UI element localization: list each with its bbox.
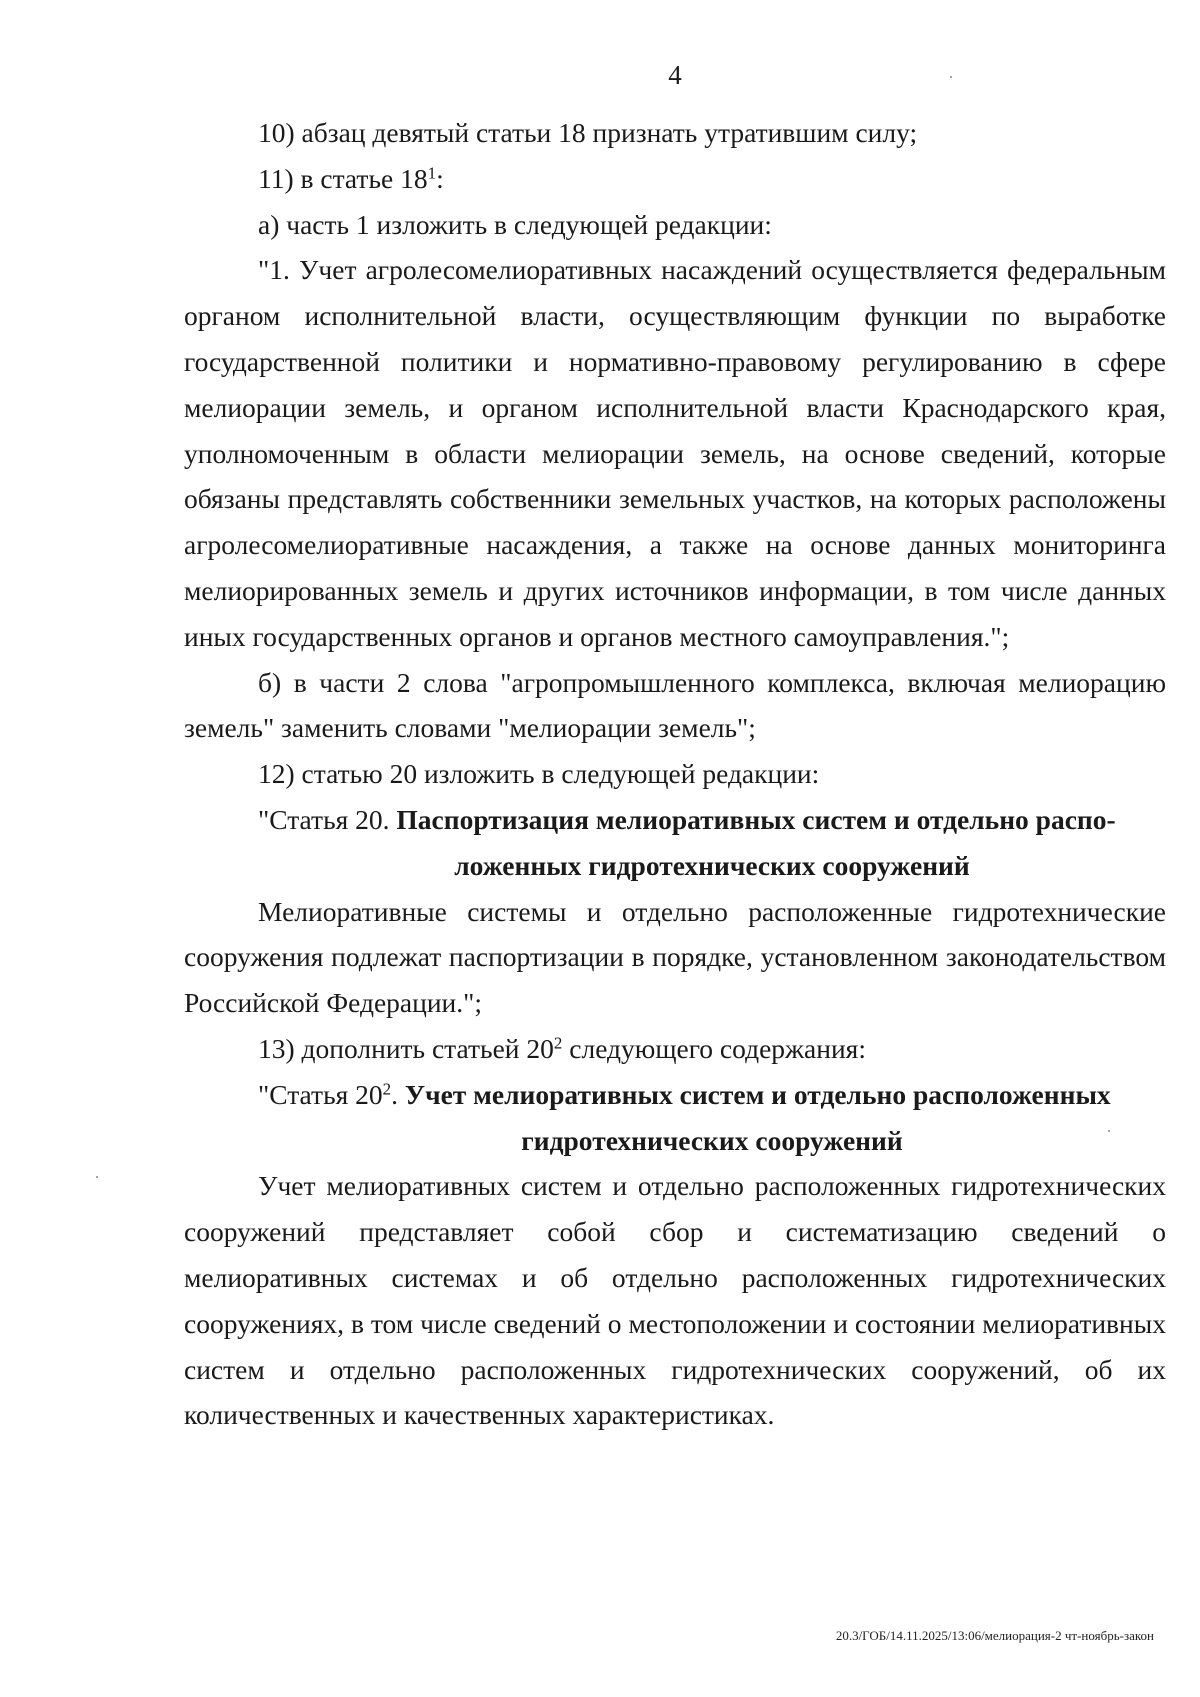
footer-file-reference: 20.3/ГОБ/14.11.2025/13:06/мелиорация-2 чт-ноябрь-закон: [835, 1628, 1154, 1643]
article-20-text: Мелиоративные системы и отдельно расположенные гидротехнические сооружения подлежат паспортизации в порядке, установленном законодательством Российской Федерации.";: [184, 895, 1166, 1019]
item-13-text: 13) дополнить статьей 20: [258, 1032, 554, 1064]
item-b: б) в части 2 слова "агропромышленного комплекса, включая мелиорацию земель" заменить словами "мелиорации земель";: [184, 666, 1166, 744]
document-body: [184, 110, 1166, 1438]
item-13: [184, 1026, 1166, 1072]
article-20-prefix: "Статья 20.: [258, 803, 397, 835]
item-11: [184, 156, 1166, 202]
item-11-colon: :: [436, 162, 444, 194]
article-20-title-line2: ложенных гидротехнических сооружений: [454, 849, 970, 881]
article-20-2-dot: .: [391, 1078, 405, 1110]
scan-speck: [1108, 1130, 1110, 1132]
article-20-2-superscript: 2: [382, 1079, 392, 1099]
article-20-2-heading: [184, 1072, 1166, 1118]
article-20-2-text: Учет мелиоративных систем и отдельно расположенных гидротехнических сооружений представляет собой сбор и систематизацию сведений о мелиоративных системах и об отдельно расположенных гидротехнических сооружениях, в том числе сведений о местоположении и состоянии мелиоративных систем и отдельно расположенных гидротехнических сооружений, об их количественных и качественных характеристиках.: [184, 1170, 1166, 1431]
quoted-part-1: "1. Учет агролесомелиоративных насаждений осуществляется федеральным органом исполнительной власти, осуществляющим функции по выработке государственной политики и нормативно-правовому регулированию в сфере мелиорации земель, и органом исполнительной власти Краснодарского края, уполномоченным в области мелиорации земель, на основе сведений, которые обязаны представлять собственники земельных участков, на которых расположены агролесомелиоративные насаждения, а также на основе данных мониторинга мелиорированных земель и других источников информации, в том числе данных иных государственных органов и органов местного самоуправления.";: [184, 254, 1166, 652]
article-20-2-title-line1: Учет мелиоративных систем и отдельно расположенных: [404, 1078, 1111, 1110]
item-11-text: 11) в статье 18: [258, 162, 428, 194]
article-20-2-title-line2: гидротехнических сооружений: [521, 1124, 903, 1156]
article-20-heading: [184, 797, 1166, 843]
scan-speck: [96, 1176, 98, 1178]
item-10: 10) абзац девятый статьи 18 признать утратившим силу;: [258, 117, 918, 148]
item-a: а) часть 1 изложить в следующей редакции:: [258, 208, 772, 240]
item-12: 12) статью 20 изложить в следующей редакции:: [258, 758, 820, 790]
item-13-rest: следующего содержания:: [562, 1032, 866, 1064]
article-20-2-prefix: "Статья 20: [258, 1078, 383, 1110]
page-number: 4: [668, 60, 682, 90]
article-20-title-line1: Паспортизация мелиоративных систем и отдельно распо-: [396, 803, 1116, 835]
item-13-superscript: 2: [553, 1033, 563, 1053]
item-11-superscript: 1: [427, 163, 437, 183]
scan-speck: [950, 76, 952, 78]
